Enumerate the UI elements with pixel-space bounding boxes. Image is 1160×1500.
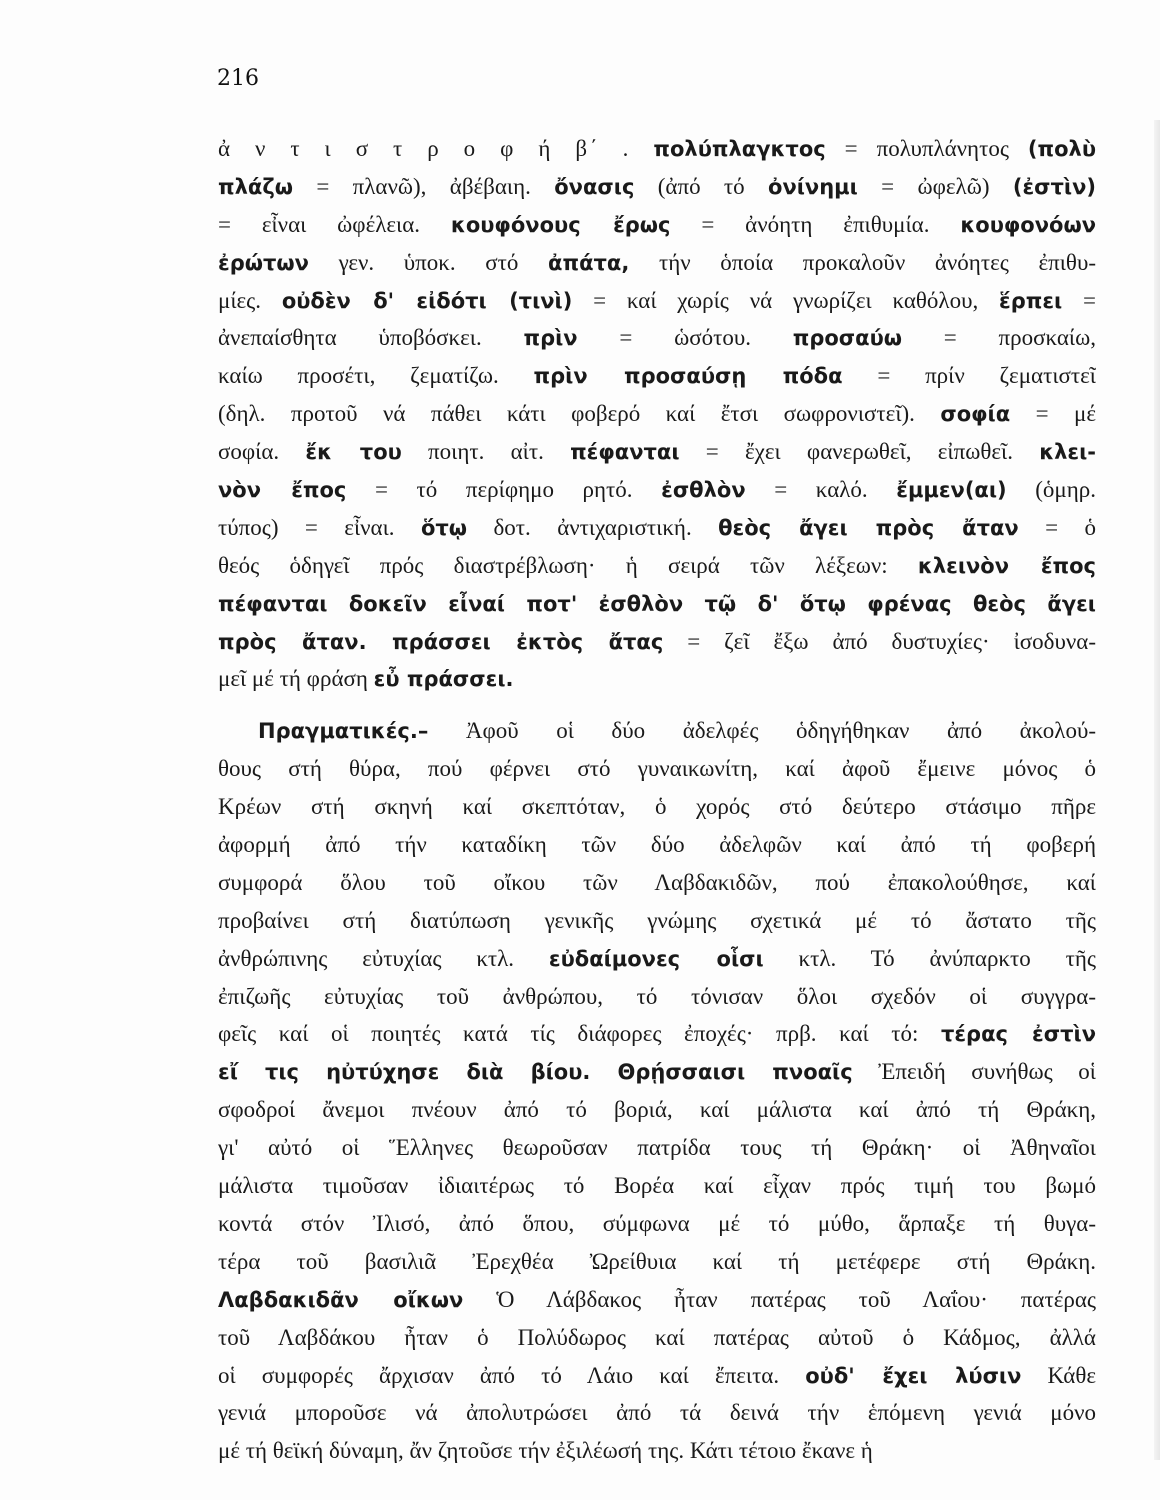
- lemma-term: κλεινὸν ἔπος: [917, 553, 1096, 578]
- text-run: = καί χωρίς νά γνωρίζει καθόλου,: [572, 287, 999, 313]
- text-run: φεῖς καί οἱ ποιητές κατά τίς διάφορες ἐποχές· πρβ. καί τό:: [218, 1021, 941, 1047]
- text-run: ἀφορμή ἀπό τήν καταδίκη τῶν δύο ἀδελφῶν καί ἀπό τή φοβερή: [218, 832, 1096, 858]
- text-run: = καλό.: [745, 477, 897, 503]
- text-run: = προσκαίω,: [902, 325, 1096, 351]
- text-line: [218, 788, 1096, 826]
- text-line: [218, 244, 1096, 282]
- text-run: = πολυπλάνητος: [825, 136, 1028, 161]
- lemma-term: ἐρώτων: [218, 250, 309, 275]
- text-line: [218, 471, 1096, 509]
- text-line: [218, 168, 1096, 206]
- text-line: [218, 1357, 1096, 1395]
- text-run: = πλανῶ), ἀβέβαιη.: [293, 173, 555, 199]
- text-run: ἀνεπαίσθητα ὑποβόσκει.: [218, 325, 524, 351]
- text-line: [218, 1432, 1096, 1470]
- lemma-term: πέφανται δοκεῖν εἶναί ποτ' ἐσθλὸν τῷ δ' ὅτῳ φρένας θεὸς ἄγει: [218, 591, 1096, 616]
- lemma-term: σοφία: [940, 402, 1011, 427]
- page-edge-shadow: [1154, 120, 1160, 1460]
- text-line: [218, 547, 1096, 585]
- text-line: [218, 1167, 1096, 1205]
- text-run: μάλιστα τιμοῦσαν ἰδιαιτέρως τό Βορέα καί εἶχαν πρός τιμή του βωμό: [218, 1173, 1096, 1199]
- lemma-term: Λαβδακιδᾶν οἴκων: [218, 1287, 464, 1312]
- text-run: γεν. ὑποκ. στό: [308, 249, 549, 275]
- text-line: [218, 712, 1096, 750]
- lemma-term: ἀπάτα,: [548, 250, 630, 275]
- text-run: (ὁμηρ.: [1006, 477, 1096, 503]
- text-line: [218, 1053, 1096, 1091]
- text-run: = μέ: [1010, 401, 1096, 427]
- lemma-term: εἴ τις ηὐτύχησε διὰ βίου. Θρῄσσαισι πνοαῖς: [218, 1060, 853, 1085]
- text-run: τύπος) = εἶναι.: [218, 514, 421, 540]
- lemma-term: θεὸς ἄγει πρὸς ἄταν: [718, 515, 1019, 540]
- paragraph-factual-notes: [218, 712, 1096, 1470]
- text-line: [218, 1319, 1096, 1357]
- text-line: [218, 978, 1096, 1016]
- text-run: οἱ συμφορές ἄρχισαν ἀπό τό Λάιο καί ἔπειτα.: [218, 1362, 806, 1388]
- text-run: συμφορά ὅλου τοῦ οἴκου τῶν Λαβδακιδῶν, πού ἐπακολούθησε, καί: [218, 869, 1096, 895]
- text-run: κτλ. Τό ἀνύπαρκτο τῆς: [763, 945, 1096, 971]
- text-run: ἀ ν τ ι σ τ ρ ο φ ή β΄ .: [218, 136, 654, 161]
- text-run: Ἀφοῦ οἱ δύο ἀδελφές ὁδηγήθηκαν ἀπό ἀκολού-: [428, 718, 1096, 744]
- lemma-term: (πολὺ: [1027, 137, 1096, 161]
- lemma-term: Πραγματικές.–: [258, 719, 429, 744]
- text-line: [218, 623, 1096, 661]
- lemma-term: (ἐστὶν): [1012, 174, 1096, 199]
- text-line: [218, 1091, 1096, 1129]
- text-line: [218, 826, 1096, 864]
- text-line: [218, 902, 1096, 940]
- text-line: [218, 319, 1096, 357]
- text-run: δοτ. ἀντιχαριστική.: [467, 514, 719, 540]
- lemma-term: πλάζω: [218, 174, 293, 199]
- text-line: [218, 940, 1096, 978]
- lemma-term: τέρας ἐστὶν: [940, 1022, 1096, 1047]
- lemma-term: οὐδὲν δ' εἰδότι (τινὶ): [281, 288, 573, 313]
- text-run: Ὁ Λάβδακος ἦταν πατέρας τοῦ Λαΐου· πατέρας: [463, 1286, 1096, 1312]
- text-run: = ἀνόητη ἐπιθυμία.: [670, 211, 961, 237]
- text-run: θους στή θύρα, πού φέρνει στό γυναικωνίτη, καί ἀφοῦ ἔμεινε μόνος ὁ: [218, 756, 1096, 782]
- lemma-term: ὅτῳ: [420, 515, 468, 540]
- text-run: μίες.: [218, 287, 282, 313]
- lemma-term: εὖ πράσσει.: [373, 667, 514, 692]
- text-line: [218, 395, 1096, 433]
- lemma-term: πρὶν: [523, 326, 578, 351]
- text-run: = ὁ: [1018, 514, 1096, 540]
- text-run: ποιητ. αἰτ.: [401, 439, 571, 465]
- page-number: 216: [217, 66, 259, 91]
- text-line: [218, 206, 1096, 244]
- lemma-term: ἔμμεν(αι): [896, 478, 1007, 503]
- text-run: τοῦ Λαβδάκου ἦταν ὁ Πολύδωρος καί πατέρας αὐτοῦ ὁ Κάδμος, ἀλλά: [218, 1324, 1096, 1350]
- text-run: ἐπιζωῆς εὐτυχίας τοῦ ἀνθρώπου, τό τόνισαν ὅλοι σχεδόν οἱ συγγρα-: [218, 983, 1096, 1009]
- text-run: κοντά στόν Ἰλισό, ἀπό ὅπου, σύμφωνα μέ τό μύθο, ἅρπαξε τή θυγα-: [218, 1210, 1096, 1236]
- text-run: ἀνθρώπινης εὐτυχίας κτλ.: [218, 945, 549, 971]
- lemma-term: ὀνίνημι: [768, 174, 858, 199]
- text-run: σφοδροί ἄνεμοι πνέουν ἀπό τό βοριά, καί μάλιστα καί ἀπό τή Θράκη,: [218, 1097, 1096, 1123]
- lemma-term: ὄνασις: [554, 174, 635, 199]
- text-run: σοφία.: [218, 439, 306, 465]
- text-run: προβαίνει στή διατύπωση γενικῆς γνώμης σχετικά μέ τό ἄστατο τῆς: [218, 907, 1096, 933]
- lemma-term: πολύπλαγκτος: [653, 137, 826, 161]
- text-line: [218, 1015, 1096, 1053]
- commentary-text: [218, 130, 1096, 1470]
- lemma-term: πέφανται: [570, 440, 680, 465]
- text-run: = ζεῖ ἔξω ἀπό δυστυχίες· ἰσοδυνα-: [663, 628, 1096, 654]
- text-line: [218, 1394, 1096, 1432]
- lemma-term: κλει-: [1039, 440, 1096, 465]
- text-run: = ὠφελῶ): [857, 173, 1013, 199]
- text-run: = ὡσότου.: [577, 325, 793, 351]
- text-line: [218, 1129, 1096, 1167]
- text-run: καίω προσέτι, ζεματίζω.: [218, 363, 534, 389]
- text-run: (ἀπό τό: [634, 173, 769, 199]
- text-run: Ἐπειδή συνήθως οἱ: [852, 1059, 1096, 1085]
- text-run: γι' αὐτό οἱ Ἕλληνες θεωροῦσαν πατρίδα τους τή Θράκη· οἱ Ἀθηναῖοι: [218, 1135, 1096, 1161]
- paragraph-gap: [218, 698, 1096, 712]
- lemma-term: κουφόνους ἔρως: [450, 212, 671, 237]
- text-run: = τό περίφημο ρητό.: [346, 477, 662, 503]
- text-line: [218, 130, 1096, 168]
- paragraph-vocabulary-notes: [218, 130, 1096, 698]
- text-run: = ἔχει φανερωθεῖ, εἰπωθεῖ.: [679, 439, 1040, 465]
- text-line: [218, 433, 1096, 471]
- text-run: = εἶναι ὠφέλεια.: [218, 211, 451, 237]
- text-run: τήν ὁποία προκαλοῦν ἀνόητες ἐπιθυ-: [629, 249, 1096, 275]
- lemma-term: πρὶν προσαύσῃ πόδα: [533, 364, 843, 389]
- text-line: [218, 1281, 1096, 1319]
- text-run: γενιά μποροῦσε νά ἀπολυτρώσει ἀπό τά δεινά τήν ἑπόμενη γενιά μόνο: [218, 1400, 1096, 1426]
- lemma-term: κουφονόων: [960, 212, 1096, 237]
- text-run: μεῖ μέ τή φράση: [218, 666, 374, 692]
- lemma-term: προσαύω: [792, 326, 903, 351]
- lemma-term: πρὸς ἄταν. πράσσει ἐκτὸς ἄτας: [218, 629, 664, 654]
- lemma-term: ἐσθλὸν: [661, 478, 746, 503]
- lemma-term: ἕρπει: [999, 288, 1063, 313]
- text-run: Κρέων στή σκηνή καί σκεπτόταν, ὁ χορός στό δεύτερο στάσιμο πῆρε: [218, 794, 1096, 820]
- text-run: (δηλ. προτοῦ νά πάθει κάτι φοβερό καί ἔτσι σωφρονιστεῖ).: [218, 401, 941, 427]
- lemma-term: οὐδ' ἔχει λύσιν: [805, 1363, 1022, 1388]
- text-line: [218, 509, 1096, 547]
- text-run: τέρα τοῦ βασιλιᾶ Ἐρεχθέα Ὠρείθυια καί τή μετέφερε στή Θράκη.: [218, 1248, 1096, 1274]
- text-line: [218, 750, 1096, 788]
- text-run: Κάθε: [1021, 1362, 1096, 1388]
- lemma-term: εὐδαίμονες οἷσι: [548, 946, 764, 971]
- text-line: [218, 1243, 1096, 1281]
- text-run: =: [1062, 287, 1096, 313]
- text-run: θεός ὁδηγεῖ πρός διαστρέβλωση· ἡ σειρά τῶν λέξεων:: [218, 552, 918, 578]
- text-line: [218, 585, 1096, 623]
- text-line: [218, 864, 1096, 902]
- text-run: = πρίν ζεματιστεῖ: [842, 363, 1096, 389]
- text-line: [218, 1205, 1096, 1243]
- text-line: [218, 357, 1096, 395]
- lemma-term: νὸν ἔπος: [218, 478, 347, 503]
- text-run: μέ τή θεϊκή δύναμη, ἄν ζητοῦσε τήν ἐξιλέωσή της. Κάτι τέτοιο ἔκανε ἡ: [218, 1438, 873, 1464]
- text-line: [218, 282, 1096, 320]
- lemma-term: ἔκ του: [305, 440, 402, 465]
- text-line: [218, 660, 1096, 698]
